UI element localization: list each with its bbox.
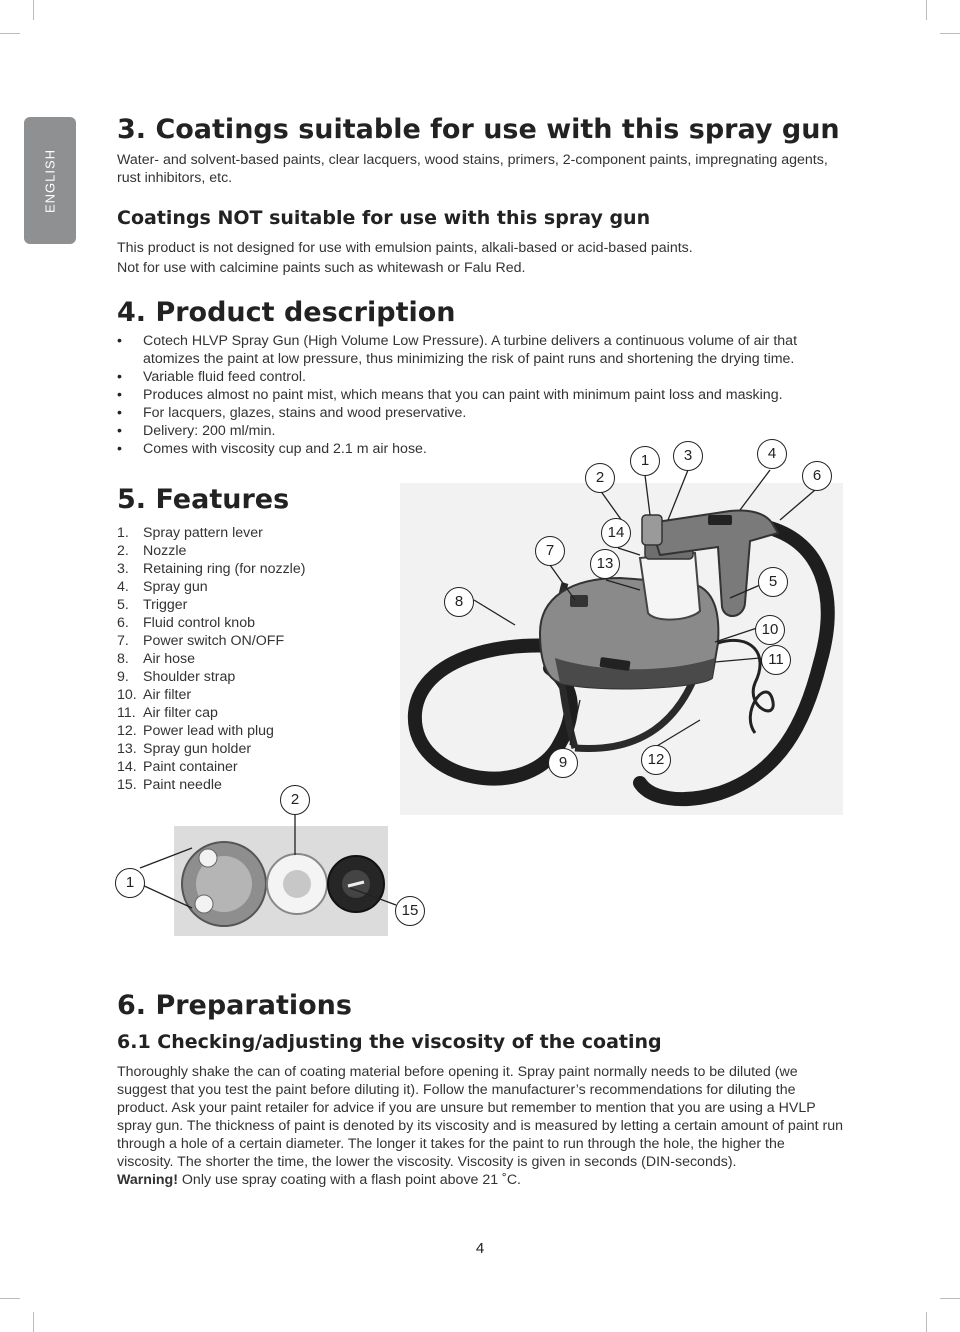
callout-detail-2: 2	[280, 785, 310, 815]
callout-9: 9	[548, 748, 578, 778]
warning-text: Only use spray coating with a flash point above 21 ˚C.	[177, 1172, 522, 1188]
page-number: 4	[475, 1240, 485, 1257]
not-suitable-title: Coatings NOT suitable for use with this spray gun	[117, 207, 651, 229]
list-item: 15. Paint needle	[117, 777, 222, 793]
list-item: • Cotech HLVP Spray Gun (High Volume Low Pressure). A turbine delivers a continuous volume of air that atomizes the paint at low pressure, thus minimizing the risk of paint runs and shortening the drying time.	[117, 332, 857, 368]
section-6-1-title: 6.1 Checking/adjusting the viscosity of the coating	[117, 1031, 662, 1053]
callout-5: 5	[758, 567, 788, 597]
callout-14: 14	[601, 518, 631, 548]
callout-13: 13	[590, 549, 620, 579]
callout-detail-15: 15	[395, 896, 425, 926]
list-item: 7. Power switch ON/OFF	[117, 633, 285, 649]
callout-12: 12	[641, 745, 671, 775]
list-item: 12. Power lead with plug	[117, 723, 274, 739]
list-item: 1. Spray pattern lever	[117, 525, 263, 541]
list-item: 9. Shoulder strap	[117, 669, 236, 685]
list-item: • For lacquers, glazes, stains and wood preservative.	[117, 404, 857, 422]
warning-label: Warning!	[117, 1172, 178, 1188]
not-suitable-line-2: Not for use with calcimine paints such as whitewash or Falu Red.	[117, 260, 526, 276]
section-3-text: Water- and solvent-based paints, clear lacquers, wood stains, primers, 2-component paints, impregnating agents, rust inhibitors, etc.	[117, 152, 828, 186]
list-item: 10. Air filter	[117, 687, 192, 703]
callout-10: 10	[755, 615, 785, 645]
callout-1: 1	[630, 446, 660, 476]
callout-2: 2	[585, 463, 615, 493]
list-item: 4. Spray gun	[117, 579, 208, 595]
list-item: 5. Trigger	[117, 597, 188, 613]
list-item: 8. Air hose	[117, 651, 196, 667]
list-item: • Comes with viscosity cup and 2.1 m air hose.	[117, 440, 857, 458]
section-5-title: 5. Features	[117, 484, 290, 515]
section-3-title: 3. Coatings suitable for use with this spray gun	[117, 114, 840, 145]
callout-11: 11	[761, 645, 791, 675]
list-item: • Delivery: 200 ml/min.	[117, 422, 857, 440]
language-tab-label: ENGLISH	[42, 148, 58, 213]
callout-8: 8	[444, 587, 474, 617]
section-6-title: 6. Preparations	[117, 990, 352, 1021]
not-suitable-line-1: This product is not designed for use with emulsion paints, alkali-based or acid-based paints.	[117, 240, 693, 256]
warning-paragraph	[117, 1171, 847, 1189]
callout-7: 7	[535, 536, 565, 566]
list-item: • Produces almost no paint mist, which means that you can paint with minimum paint loss and masking.	[117, 386, 857, 404]
list-item: 11. Air filter cap	[117, 705, 218, 721]
section-6-text: Thoroughly shake the can of coating material before opening it. Spray paint normally needs to be diluted (we suggest that you test the paint before diluting it). Follow the manufacturer’s recommendations for diluting the product. Ask your paint retailer for advice if you are unsure but remember to mention that you are using a HVLP spray gun. The thickness of paint is denoted by its viscosity and is measured by letting a certain amount of paint run through a hole of a certain diameter. The longer it takes for the paint to run through the hole, the higher the viscosity. The shorter the time, the lower the viscosity. Viscosity is given in seconds (DIN-seconds).	[117, 1064, 844, 1170]
callout-4: 4	[757, 439, 787, 469]
callout-6: 6	[802, 461, 832, 491]
list-item: • Variable fluid feed control.	[117, 368, 857, 386]
list-item: 13. Spray gun holder	[117, 741, 252, 757]
callout-detail-1: 1	[115, 868, 145, 898]
list-item: 6. Fluid control knob	[117, 615, 255, 631]
list-item: 3. Retaining ring (for nozzle)	[117, 561, 306, 577]
section-4-title: 4. Product description	[117, 297, 456, 328]
list-item: 2. Nozzle	[117, 543, 187, 559]
list-item: 14. Paint container	[117, 759, 238, 775]
callout-3: 3	[673, 441, 703, 471]
